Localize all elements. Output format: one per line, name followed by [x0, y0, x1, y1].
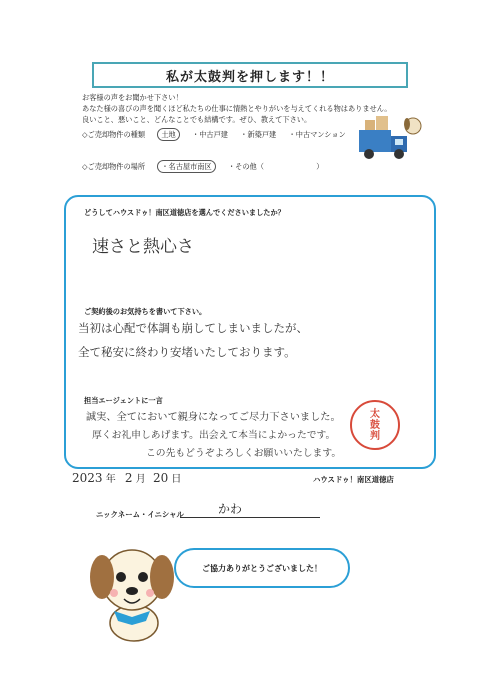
- property-type-option-new-house[interactable]: ・新築戸建: [240, 130, 277, 139]
- property-type-option-used-house[interactable]: ・中古戸建: [192, 130, 228, 139]
- box: [376, 116, 388, 130]
- dog-mascot-illustration: [82, 535, 182, 645]
- dog-left-eye: [116, 572, 126, 582]
- property-location-option-other[interactable]: ・その他（: [227, 162, 264, 171]
- q2-answer-line: 全て秘安に終わり安堵いたしております。: [78, 345, 296, 359]
- q3-answer-line: 誠実、全てにおいて親身になってご尽力下さいました。: [86, 412, 341, 423]
- intro-line: あなた様の喜びの声を聞くほど私たちの仕事に情熱とやりがいを与えてくれる物はありません。: [82, 104, 392, 113]
- date-year-suffix: 年: [105, 474, 116, 485]
- property-location-close-paren: ）: [316, 162, 324, 171]
- dog-ear: [404, 118, 410, 130]
- seal-char: 判: [370, 430, 380, 442]
- truck-dog-illustration: [355, 112, 425, 172]
- intro-line: 良いこと、悪いこと、どんなことでも結構です。ぜひ、教えて下さい。: [82, 115, 312, 124]
- date: [72, 470, 181, 485]
- date-month-suffix: 月: [135, 474, 146, 485]
- dog-cheek: [146, 589, 154, 597]
- thanks-bubble: [174, 548, 350, 588]
- nickname-label: ニックネーム・イニシャル: [96, 510, 184, 519]
- property-location-option-minami[interactable]: ・名古屋市南区: [157, 160, 215, 173]
- nickname-underline: [180, 517, 320, 518]
- q3-answer-line: この先もどうぞよろしくお願いいたします。: [146, 448, 342, 459]
- seal-char: 鼓: [370, 419, 380, 431]
- q1-label: どうしてハウスドゥ！南区道徳店を選んでくださいましたか？: [84, 208, 285, 217]
- truck-wheel: [394, 149, 404, 159]
- q1-answer: 速さと熱心さ: [92, 237, 194, 257]
- page-title: [92, 62, 408, 88]
- taikoban-seal: [350, 400, 400, 450]
- shop-name: ハウスドゥ！南区道徳店: [313, 475, 394, 484]
- property-location-label: ◇ご売却物件の場所: [82, 162, 146, 171]
- q2-answer-line: 当初は心配で体調も崩してしまいましたが、: [78, 321, 308, 335]
- box: [365, 120, 375, 130]
- intro-text: [82, 92, 392, 125]
- dog-nose: [126, 587, 138, 595]
- dog-cheek: [110, 589, 118, 597]
- q3-label: 担当エージェントに一言: [84, 396, 163, 405]
- date-day: 20: [152, 471, 169, 485]
- truck-cargo: [359, 130, 391, 152]
- date-year: 2023: [72, 471, 103, 485]
- property-type-option-land[interactable]: 土地: [157, 128, 179, 141]
- thanks-text: ご協力ありがとうございました！: [202, 563, 322, 573]
- property-type-label: ◇ご売却物件の種類: [82, 130, 146, 139]
- property-type-option-condo[interactable]: ・中古マンション: [288, 130, 346, 139]
- q2-label: ご契約後のお気持ちを書いて下さい。: [84, 307, 207, 316]
- property-location-row: [82, 162, 333, 172]
- title-text: 私が太鼓判を押します！！: [165, 69, 334, 85]
- truck-window: [395, 139, 403, 145]
- seal-char: 太: [370, 408, 380, 420]
- nickname-value: かわ: [218, 502, 243, 516]
- q3-answer-line: 厚くお礼申しあげます。出会えて本当によかったです。: [92, 430, 336, 441]
- intro-line: お客様の声をお聞かせ下さい！: [82, 93, 183, 102]
- property-type-row: [82, 130, 356, 140]
- dog-right-eye: [138, 572, 148, 582]
- date-day-suffix: 日: [171, 474, 182, 485]
- date-month: 2: [124, 471, 133, 485]
- truck-wheel: [364, 149, 374, 159]
